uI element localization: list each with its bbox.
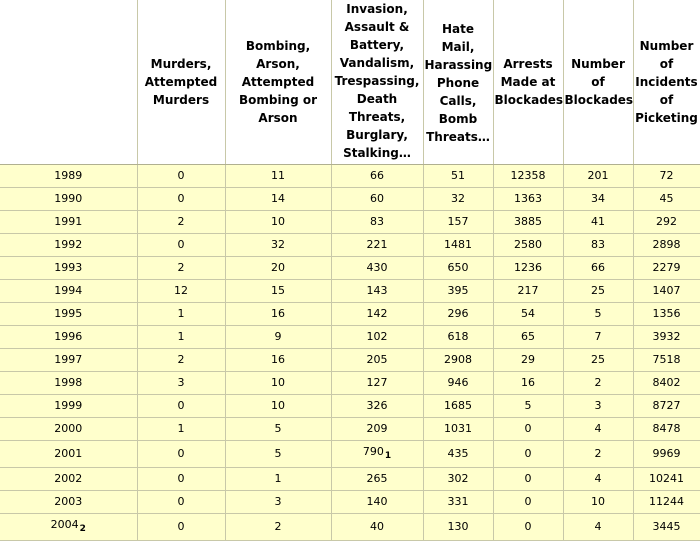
blockades-cell <box>563 418 633 441</box>
year-cell <box>0 468 137 491</box>
cell-value: 10 <box>591 495 605 508</box>
blockades-cell <box>563 514 633 541</box>
cell-value: 0 <box>177 520 185 533</box>
cell-value: 2 <box>177 353 185 366</box>
picketing-cell <box>633 303 700 326</box>
hate-mail-cell <box>423 514 493 541</box>
arrests-cell <box>493 441 563 468</box>
cell-value: 1363 <box>514 192 542 205</box>
table-row <box>0 441 700 468</box>
table-row <box>0 468 700 491</box>
blockades-cell <box>563 441 633 468</box>
hate-mail-cell <box>423 165 493 188</box>
cell-value: 2002 <box>54 472 83 485</box>
cell-value: 1993 <box>54 261 83 274</box>
cell-value: 142 <box>366 307 388 320</box>
cell-value: 326 <box>366 399 388 412</box>
blockades-cell <box>563 372 633 395</box>
table-row <box>0 280 700 303</box>
arrests-cell <box>493 165 563 188</box>
picketing-cell <box>633 491 700 514</box>
bombing-cell <box>225 234 331 257</box>
cell-value: 2 <box>177 261 185 274</box>
cell-value: 10 <box>271 376 285 389</box>
hate-mail-cell <box>423 491 493 514</box>
table-row <box>0 372 700 395</box>
year-cell <box>0 326 137 349</box>
murders-column-header: Murders, Attempted Murders <box>137 0 225 165</box>
cell-value: 0 <box>524 520 532 533</box>
cell-value: 221 <box>366 238 388 251</box>
murders-cell <box>137 514 225 541</box>
cell-value: 0 <box>177 399 185 412</box>
bombing-cell <box>225 468 331 491</box>
blockades-cell <box>563 326 633 349</box>
cell-value: 205 <box>366 353 388 366</box>
cell-value: 0 <box>524 472 532 485</box>
year-cell <box>0 165 137 188</box>
cell-value: 3 <box>274 495 282 508</box>
bombing-cell <box>225 165 331 188</box>
cell-value: 2 <box>594 447 602 460</box>
year-cell <box>0 441 137 468</box>
cell-value: 11244 <box>649 495 684 508</box>
cell-value: 790 <box>362 445 384 458</box>
picketing-cell <box>633 188 700 211</box>
cell-value: 40 <box>370 520 384 533</box>
year-cell <box>0 303 137 326</box>
cell-value: 15 <box>271 284 285 297</box>
cell-value: 32 <box>271 238 285 251</box>
invasion-cell <box>331 211 423 234</box>
blockades-cell <box>563 188 633 211</box>
cell-value: 2003 <box>54 495 83 508</box>
table-row <box>0 395 700 418</box>
cell-value: 395 <box>447 284 469 297</box>
cell-value: 650 <box>447 261 469 274</box>
cell-value: 0 <box>177 238 185 251</box>
cell-value: 140 <box>366 495 388 508</box>
cell-value: 1994 <box>54 284 83 297</box>
picketing-cell <box>633 326 700 349</box>
arrests-cell <box>493 395 563 418</box>
cell-value: 16 <box>521 376 535 389</box>
year-column-header <box>0 0 137 165</box>
cell-value: 1356 <box>652 307 681 320</box>
arrests-cell <box>493 257 563 280</box>
arrests-cell <box>493 468 563 491</box>
murders-cell <box>137 418 225 441</box>
invasion-cell <box>331 514 423 541</box>
cell-value: 20 <box>271 261 285 274</box>
cell-value: 102 <box>366 330 388 343</box>
footnote-marker: 2 <box>79 524 86 534</box>
blockades-cell <box>563 257 633 280</box>
cell-value: 3445 <box>652 520 681 533</box>
cell-value: 51 <box>451 169 465 182</box>
cell-value: 0 <box>177 447 185 460</box>
cell-value: 83 <box>370 215 384 228</box>
cell-value: 29 <box>521 353 535 366</box>
arrests-cell <box>493 418 563 441</box>
cell-value: 0 <box>524 495 532 508</box>
hate-mail-column-header: Hate Mail, Harassing Phone Calls, Bomb Threats… <box>423 0 493 165</box>
invasion-cell <box>331 441 423 468</box>
cell-value: 10241 <box>649 472 684 485</box>
table-row <box>0 514 700 541</box>
year-cell <box>0 280 137 303</box>
invasion-cell <box>331 418 423 441</box>
cell-value: 45 <box>659 192 674 205</box>
bombing-cell <box>225 349 331 372</box>
hate-mail-cell <box>423 418 493 441</box>
cell-value: 946 <box>447 376 469 389</box>
cell-value: 3 <box>177 376 185 389</box>
hate-mail-cell <box>423 349 493 372</box>
blockades-cell <box>563 234 633 257</box>
arrests-cell <box>493 326 563 349</box>
cell-value: 8478 <box>652 422 681 435</box>
cell-value: 1 <box>274 472 282 485</box>
picketing-cell <box>633 280 700 303</box>
invasion-cell <box>331 188 423 211</box>
cell-value: 1992 <box>54 238 83 251</box>
cell-value: 3932 <box>652 330 681 343</box>
murders-cell <box>137 441 225 468</box>
bombing-cell <box>225 257 331 280</box>
blockades-cell <box>563 395 633 418</box>
invasion-cell <box>331 165 423 188</box>
arrests-cell <box>493 372 563 395</box>
cell-value: 66 <box>591 261 605 274</box>
year-cell <box>0 349 137 372</box>
arrests-cell <box>493 188 563 211</box>
cell-value: 1991 <box>54 215 83 228</box>
bombing-cell <box>225 491 331 514</box>
cell-value: 8402 <box>652 376 681 389</box>
cell-value: 1999 <box>54 399 83 412</box>
footnote-marker: 1 <box>384 451 392 461</box>
year-cell <box>0 257 137 280</box>
cell-value: 4 <box>594 520 602 533</box>
cell-value: 14 <box>271 192 285 205</box>
invasion-cell <box>331 491 423 514</box>
murders-cell <box>137 211 225 234</box>
table-row <box>0 418 700 441</box>
cell-value: 60 <box>370 192 384 205</box>
cell-value: 292 <box>656 215 677 228</box>
cell-value: 2279 <box>652 261 681 274</box>
invasion-cell <box>331 372 423 395</box>
picketing-cell <box>633 349 700 372</box>
table-row <box>0 257 700 280</box>
cell-value: 2 <box>594 376 602 389</box>
murders-cell <box>137 280 225 303</box>
hate-mail-cell <box>423 395 493 418</box>
picketing-cell <box>633 257 700 280</box>
cell-value: 1236 <box>514 261 542 274</box>
cell-value: 2 <box>274 520 282 533</box>
cell-value: 302 <box>447 472 469 485</box>
cell-value: 66 <box>370 169 384 182</box>
cell-value: 1 <box>177 307 185 320</box>
cell-value: 10 <box>271 399 285 412</box>
cell-value: 25 <box>591 353 605 366</box>
picketing-cell <box>633 468 700 491</box>
year-cell <box>0 234 137 257</box>
arrests-cell <box>493 491 563 514</box>
invasion-cell <box>331 395 423 418</box>
cell-value: 1997 <box>54 353 83 366</box>
blockades-column-header: Number of Blockades <box>563 0 633 165</box>
arrests-cell <box>493 234 563 257</box>
cell-value: 41 <box>591 215 605 228</box>
cell-value: 1685 <box>444 399 472 412</box>
cell-value: 5 <box>594 307 602 320</box>
cell-value: 201 <box>587 169 609 182</box>
cell-value: 4 <box>594 472 602 485</box>
cell-value: 83 <box>591 238 605 251</box>
cell-value: 3 <box>594 399 602 412</box>
picketing-cell <box>633 418 700 441</box>
year-cell <box>0 395 137 418</box>
table-row <box>0 326 700 349</box>
cell-value: 2898 <box>652 238 681 251</box>
cell-value: 3885 <box>514 215 542 228</box>
murders-cell <box>137 188 225 211</box>
cell-value: 265 <box>366 472 388 485</box>
cell-value: 10 <box>271 215 285 228</box>
cell-value: 130 <box>447 520 469 533</box>
cell-value: 435 <box>447 447 469 460</box>
header-row <box>0 0 700 165</box>
cell-value: 0 <box>177 495 185 508</box>
picketing-cell <box>633 211 700 234</box>
cell-value: 143 <box>366 284 388 297</box>
picketing-cell <box>633 234 700 257</box>
cell-value: 12358 <box>510 169 546 182</box>
cell-value: 5 <box>524 399 532 412</box>
cell-value: 1031 <box>444 422 472 435</box>
arrests-cell <box>493 280 563 303</box>
cell-value: 296 <box>447 307 469 320</box>
year-cell <box>0 188 137 211</box>
invasion-cell <box>331 303 423 326</box>
bombing-cell <box>225 514 331 541</box>
cell-value: 1989 <box>54 169 83 182</box>
cell-value: 11 <box>271 169 285 182</box>
arrests-cell <box>493 514 563 541</box>
cell-value: 1995 <box>54 307 83 320</box>
invasion-cell <box>331 234 423 257</box>
cell-value: 65 <box>521 330 535 343</box>
cell-value: 1996 <box>54 330 83 343</box>
hate-mail-cell <box>423 234 493 257</box>
cell-value: 16 <box>271 353 285 366</box>
bombing-cell <box>225 303 331 326</box>
murders-cell <box>137 372 225 395</box>
cell-value: 1407 <box>652 284 681 297</box>
cell-value: 2580 <box>514 238 542 251</box>
murders-cell <box>137 234 225 257</box>
table-row <box>0 349 700 372</box>
year-cell <box>0 514 137 541</box>
invasion-cell <box>331 326 423 349</box>
murders-cell <box>137 395 225 418</box>
invasion-cell <box>331 349 423 372</box>
table-row <box>0 303 700 326</box>
arrests-column-header: Arrests Made at Blockades <box>493 0 563 165</box>
bombing-cell <box>225 211 331 234</box>
murders-cell <box>137 349 225 372</box>
hate-mail-cell <box>423 211 493 234</box>
hate-mail-cell <box>423 468 493 491</box>
table-row <box>0 234 700 257</box>
murders-cell <box>137 468 225 491</box>
cell-value: 1 <box>177 330 185 343</box>
blockades-cell <box>563 211 633 234</box>
cell-value: 8727 <box>652 399 681 412</box>
picketing-cell <box>633 395 700 418</box>
invasion-column-header: Invasion, Assault & Battery, Vandalism, Trespassing, Death Threats, Burglary, Stalking… <box>331 0 423 165</box>
cell-value: 217 <box>517 284 539 297</box>
cell-value: 127 <box>366 376 388 389</box>
cell-value: 1998 <box>54 376 83 389</box>
invasion-cell <box>331 468 423 491</box>
cell-value: 2 <box>177 215 185 228</box>
cell-value: 0 <box>524 422 532 435</box>
cell-value: 0 <box>177 169 185 182</box>
cell-value: 618 <box>447 330 469 343</box>
arrests-cell <box>493 211 563 234</box>
invasion-cell <box>331 280 423 303</box>
hate-mail-cell <box>423 257 493 280</box>
cell-value: 54 <box>521 307 535 320</box>
murders-cell <box>137 491 225 514</box>
bombing-cell <box>225 188 331 211</box>
blockades-cell <box>563 165 633 188</box>
cell-value: 157 <box>447 215 469 228</box>
hate-mail-cell <box>423 188 493 211</box>
cell-value: 2908 <box>444 353 472 366</box>
cell-value: 2001 <box>54 447 83 460</box>
cell-value: 0 <box>177 472 185 485</box>
picketing-cell <box>633 165 700 188</box>
cell-value: 7518 <box>652 353 681 366</box>
hate-mail-cell <box>423 303 493 326</box>
cell-value: 9 <box>274 330 282 343</box>
blockades-cell <box>563 303 633 326</box>
cell-value: 32 <box>451 192 465 205</box>
year-cell <box>0 491 137 514</box>
hate-mail-cell <box>423 326 493 349</box>
cell-value: 7 <box>594 330 602 343</box>
cell-value: 34 <box>591 192 605 205</box>
cell-value: 4 <box>594 422 602 435</box>
picketing-cell <box>633 372 700 395</box>
bombing-cell <box>225 326 331 349</box>
cell-value: 0 <box>177 192 185 205</box>
cell-value: 430 <box>366 261 388 274</box>
table-row <box>0 491 700 514</box>
cell-value: 331 <box>447 495 469 508</box>
picketing-column-header: Number of Incidents of Picketing <box>633 0 700 165</box>
bombing-column-header: Bombing, Arson, Attempted Bombing or Arson <box>225 0 331 165</box>
cell-value: 72 <box>659 169 674 182</box>
murders-cell <box>137 326 225 349</box>
blockades-cell <box>563 280 633 303</box>
bombing-cell <box>225 372 331 395</box>
year-cell <box>0 211 137 234</box>
cell-value: 0 <box>524 447 532 460</box>
cell-value: 2004 <box>50 518 79 531</box>
cell-value: 1990 <box>54 192 83 205</box>
hate-mail-cell <box>423 441 493 468</box>
picketing-cell <box>633 514 700 541</box>
bombing-cell <box>225 441 331 468</box>
blockades-cell <box>563 349 633 372</box>
arrests-cell <box>493 303 563 326</box>
hate-mail-cell <box>423 372 493 395</box>
murders-cell <box>137 165 225 188</box>
cell-value: 5 <box>274 447 282 460</box>
hate-mail-cell <box>423 280 493 303</box>
picketing-cell <box>633 441 700 468</box>
cell-value: 16 <box>271 307 285 320</box>
arrests-cell <box>493 349 563 372</box>
table-row <box>0 165 700 188</box>
blockades-cell <box>563 491 633 514</box>
bombing-cell <box>225 395 331 418</box>
table-body <box>0 165 700 541</box>
year-cell <box>0 418 137 441</box>
murders-cell <box>137 303 225 326</box>
cell-value: 1481 <box>444 238 472 251</box>
murders-cell <box>137 257 225 280</box>
cell-value: 5 <box>274 422 282 435</box>
year-cell <box>0 372 137 395</box>
invasion-cell <box>331 257 423 280</box>
cell-value: 1 <box>177 422 185 435</box>
table-row <box>0 188 700 211</box>
cell-value: 12 <box>174 284 188 297</box>
cell-value: 25 <box>591 284 605 297</box>
blockades-cell <box>563 468 633 491</box>
bombing-cell <box>225 418 331 441</box>
cell-value: 209 <box>366 422 388 435</box>
table-row <box>0 211 700 234</box>
cell-value: 9969 <box>652 447 681 460</box>
cell-value: 2000 <box>54 422 83 435</box>
bombing-cell <box>225 280 331 303</box>
